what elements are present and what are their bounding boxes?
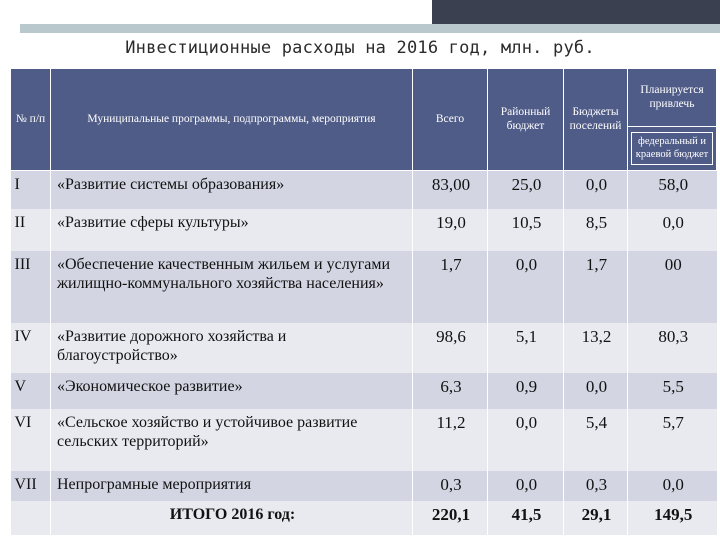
totals-row xyxy=(11,501,717,535)
row-federal: 00 xyxy=(628,251,717,323)
totals-num-cell xyxy=(11,501,51,535)
row-num: III xyxy=(11,251,51,323)
row-district: 10,5 xyxy=(488,209,564,251)
row-federal: 0,0 xyxy=(628,471,717,501)
table-row xyxy=(11,323,717,373)
row-district: 0,0 xyxy=(488,251,564,323)
header-district: Районный бюджет xyxy=(488,69,564,171)
row-settlements: 0,3 xyxy=(564,471,628,501)
header-settlements: Бюджеты поселений xyxy=(564,69,628,171)
table-row xyxy=(11,373,717,409)
row-name: «Обеспечение качественным жильем и услугами жилищно-коммунального хозяйства населения» xyxy=(51,251,413,323)
header-total: Всего xyxy=(413,69,488,171)
totals-label: ИТОГО 2016 год: xyxy=(51,501,413,535)
table-row xyxy=(11,171,717,209)
row-district: 25,0 xyxy=(488,171,564,209)
row-district: 0,9 xyxy=(488,373,564,409)
row-federal: 80,3 xyxy=(628,323,717,373)
table-row xyxy=(11,251,717,323)
row-total: 83,00 xyxy=(413,171,488,209)
header-federal-label: федеральный и краевой бюджет xyxy=(631,132,713,164)
table-row xyxy=(11,409,717,471)
row-district: 0,0 xyxy=(488,409,564,471)
row-name: Непрограмные мероприятия xyxy=(51,471,413,501)
row-name: «Сельское хозяйство и устойчивое развитие сельских территорий» xyxy=(51,409,413,471)
row-settlements: 0,0 xyxy=(564,171,628,209)
row-settlements: 13,2 xyxy=(564,323,628,373)
row-total: 11,2 xyxy=(413,409,488,471)
header-program: Муниципальные программы, подпрограммы, мероприятия xyxy=(51,69,413,171)
row-district: 0,0 xyxy=(488,471,564,501)
row-name: «Развитие системы образования» xyxy=(51,171,413,209)
header-planned: Планируется привлечь xyxy=(628,69,717,127)
row-num: IV xyxy=(11,323,51,373)
page-title: Инвестиционные расходы на 2016 год, млн. руб. xyxy=(125,38,595,58)
header-num: № п/п xyxy=(11,69,51,171)
totals-district: 41,5 xyxy=(488,501,564,535)
totals-settlements: 29,1 xyxy=(564,501,628,535)
row-settlements: 5,4 xyxy=(564,409,628,471)
row-total: 19,0 xyxy=(413,209,488,251)
top-decor-line xyxy=(20,24,720,33)
row-total: 98,6 xyxy=(413,323,488,373)
row-total: 0,3 xyxy=(413,471,488,501)
top-decor-bar xyxy=(432,0,720,24)
table-row xyxy=(11,471,717,501)
row-district: 5,1 xyxy=(488,323,564,373)
totals-federal: 149,5 xyxy=(628,501,717,535)
header-federal xyxy=(628,127,717,171)
investment-table xyxy=(10,68,717,535)
row-federal: 5,7 xyxy=(628,409,717,471)
row-federal: 58,0 xyxy=(628,171,717,209)
row-federal: 5,5 xyxy=(628,373,717,409)
row-settlements: 0,0 xyxy=(564,373,628,409)
row-num: I xyxy=(11,171,51,209)
row-total: 6,3 xyxy=(413,373,488,409)
row-federal: 0,0 xyxy=(628,209,717,251)
row-name: «Развитие дорожного хозяйства и благоустройство» xyxy=(51,323,413,373)
row-name: «Экономическое развитие» xyxy=(51,373,413,409)
row-name: «Развитие сферы культуры» xyxy=(51,209,413,251)
table-row xyxy=(11,209,717,251)
row-num: VI xyxy=(11,409,51,471)
row-settlements: 8,5 xyxy=(564,209,628,251)
row-settlements: 1,7 xyxy=(564,251,628,323)
row-num: VII xyxy=(11,471,51,501)
totals-total: 220,1 xyxy=(413,501,488,535)
row-total: 1,7 xyxy=(413,251,488,323)
row-num: V xyxy=(11,373,51,409)
row-num: II xyxy=(11,209,51,251)
